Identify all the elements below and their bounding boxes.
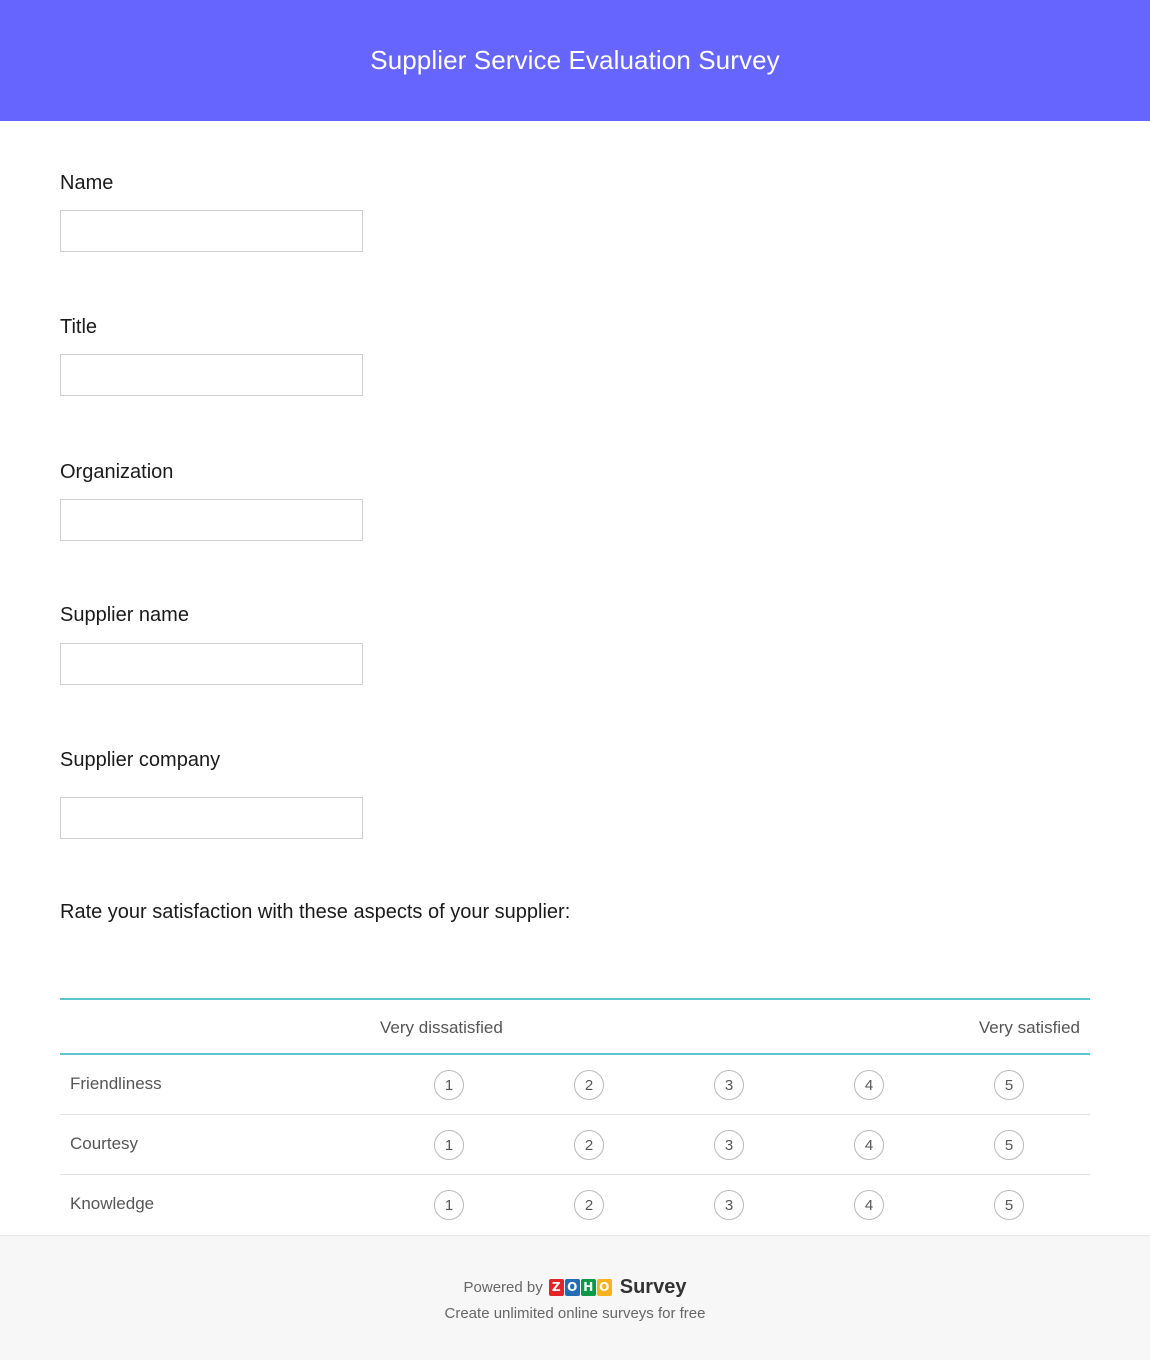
knowledge-option-1[interactable]: 1 <box>434 1190 464 1220</box>
matrix-row-knowledge <box>60 1175 1090 1235</box>
title-input[interactable] <box>60 354 363 396</box>
powered-by-text: Powered by <box>463 1279 543 1296</box>
zoho-logo <box>549 1279 612 1296</box>
knowledge-option-3[interactable]: 3 <box>714 1190 744 1220</box>
matrix-header <box>60 1000 1090 1055</box>
knowledge-option-2[interactable]: 2 <box>574 1190 604 1220</box>
rating-matrix <box>60 998 1090 1235</box>
friendliness-option-3[interactable]: 3 <box>714 1070 744 1100</box>
matrix-row-courtesy <box>60 1115 1090 1175</box>
friendliness-option-1[interactable]: 1 <box>434 1070 464 1100</box>
scale-high-label: Very satisfied <box>978 1018 1080 1037</box>
friendliness-option-5[interactable]: 5 <box>994 1070 1024 1100</box>
survey-product-name: Survey <box>619 1276 687 1298</box>
title-label: Title <box>60 316 98 338</box>
courtesy-option-3[interactable]: 3 <box>714 1130 744 1160</box>
footer-tagline[interactable]: Create unlimited online surveys for free <box>444 1305 706 1322</box>
knowledge-option-4[interactable]: 4 <box>854 1190 884 1220</box>
friendliness-option-4[interactable]: 4 <box>854 1070 884 1100</box>
row-label: Knowledge <box>70 1194 155 1213</box>
footer <box>0 1235 1150 1360</box>
survey-title: Supplier Service Evaluation Survey <box>370 45 780 75</box>
zoho-logo-letter: O <box>565 1279 580 1296</box>
courtesy-option-5[interactable]: 5 <box>994 1130 1024 1160</box>
name-input[interactable] <box>60 210 363 252</box>
name-label: Name <box>60 172 114 194</box>
row-label: Friendliness <box>70 1074 162 1093</box>
courtesy-option-2[interactable]: 2 <box>574 1130 604 1160</box>
matrix-row-friendliness <box>60 1055 1090 1115</box>
rating-question: Rate your satisfaction with these aspects of your supplier: <box>60 901 571 923</box>
zoho-logo-letter: Z <box>549 1279 564 1296</box>
zoho-logo-letter: O <box>597 1279 612 1296</box>
zoho-logo-letter: H <box>581 1279 596 1296</box>
powered-by[interactable] <box>0 1276 1150 1299</box>
organization-label: Organization <box>60 461 174 483</box>
survey-header <box>0 0 1150 121</box>
courtesy-option-4[interactable]: 4 <box>854 1130 884 1160</box>
friendliness-option-2[interactable]: 2 <box>574 1070 604 1100</box>
supplier-company-input[interactable] <box>60 797 363 839</box>
row-label: Courtesy <box>70 1134 139 1153</box>
courtesy-option-1[interactable]: 1 <box>434 1130 464 1160</box>
scale-low-label: Very dissatisfied <box>380 1018 503 1037</box>
supplier-name-label: Supplier name <box>60 604 189 626</box>
supplier-name-input[interactable] <box>60 643 363 685</box>
knowledge-option-5[interactable]: 5 <box>994 1190 1024 1220</box>
organization-input[interactable] <box>60 499 363 541</box>
supplier-company-label: Supplier company <box>60 749 221 771</box>
